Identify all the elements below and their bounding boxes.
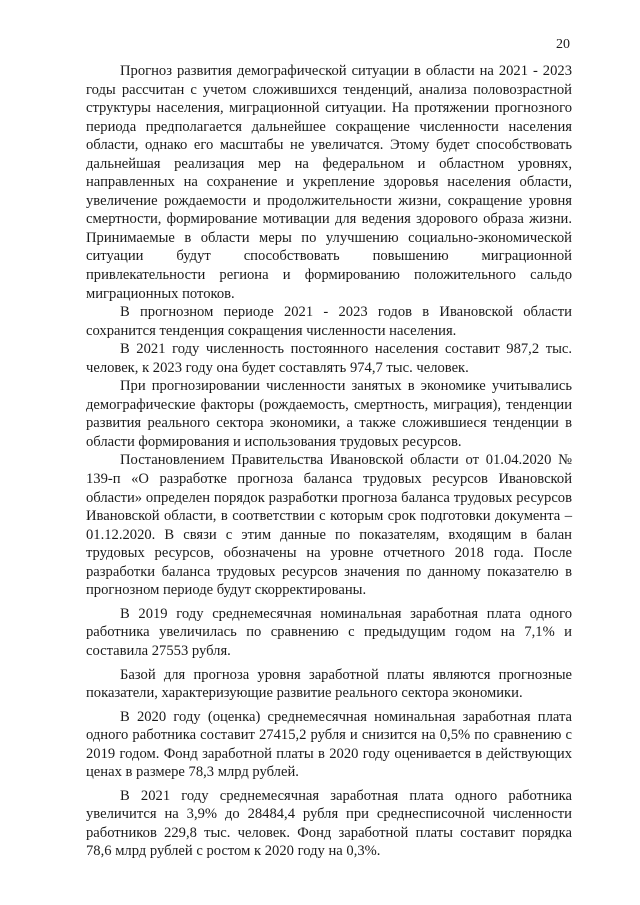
- paragraph-demographic-forecast: Прогноз развития демографической ситуации в области на 2021 - 2023 годы рассчитан с учетом сложившихся тенденций, анализа половозрастной структуры населения, миграционной ситуации. На протяжении прогнозного периода предполагается дальнейшее сокращение численности населения области, однако его масштабы не увеличатся. Этому будет способствовать дальнейшая реализация мер на федеральном и областном уровнях, направленных на сохранение и укрепление здоровья населения области, увеличение рождаемости и продолжительности жизни, сокращение уровня смертности, формирование мотивации для ведения здорового образа жизни. Принимаемые в области меры по улучшению социально-экономической ситуации будут способствовать повышению миграционной привлекательности региона и формированию положительного сальдо миграционных потоков.: [86, 63, 572, 302]
- paragraph-labor-balance-resolution: Постановлением Правительства Ивановской области от 01.04.2020 № 139-п «О разработке прогноза баланса трудовых ресурсов Ивановской области» определен порядок разработки прогноза баланса трудовых ресурсов Ивановской области, в соответствии с которым срок подготовки документа – 01.12.2020. В связи с этим данные по показателям, входящим в балан трудовых ресурсов, обозначены на уровне отчетного 2018 года. После разработки баланса трудовых ресурсов значения по данному показателю в прогнозном периоде будут скорректированы.: [86, 452, 572, 599]
- paragraph-wage-2021: В 2021 году среднемесячная заработная плата одного работника увеличится на 3,9% до 28484,4 рубля при среднесписочной численности работников 229,8 тыс. человек. Фонд заработной платы составит порядка 78,6 млрд рублей с ростом к 2020 году на 0,3%.: [86, 787, 572, 860]
- document-body: [86, 62, 572, 861]
- paragraph-wage-2020: В 2020 году (оценка) среднемесячная номинальная заработная плата одного работника составит 27415,2 рубля и снизится на 0,5% по сравнению с 2019 годом. Фонд заработной платы в 2020 году оценивается в действующих ценах в размере 78,3 млрд рублей.: [86, 708, 572, 781]
- paragraph-employment-forecast: При прогнозировании численности занятых в экономике учитывались демографические факторы (рождаемость, смертность, миграция), тенденции развития реального сектора экономики, а также сложившиеся тенденции в области формирования и использования трудовых ресурсов.: [86, 378, 572, 450]
- paragraph-population-numbers: В 2021 году численность постоянного населения составит 987,2 тыс. человек, к 2023 году она будет составлять 974,7 тыс. человек.: [86, 341, 572, 376]
- paragraph-wage-forecast-basis: Базой для прогноза уровня заработной платы являются прогнозные показатели, характеризующие развитие реального сектора экономики.: [86, 666, 572, 702]
- paragraph-wage-2019: В 2019 году среднемесячная номинальная заработная плата одного работника увеличилась по сравнению с предыдущим годом на 7,1% и составила 27553 рубля.: [86, 605, 572, 659]
- paragraph-population-decline: В прогнозном периоде 2021 - 2023 годов в Ивановской области сохранится тенденция сокращения численности населения.: [86, 304, 572, 339]
- page-number: 20: [556, 37, 570, 52]
